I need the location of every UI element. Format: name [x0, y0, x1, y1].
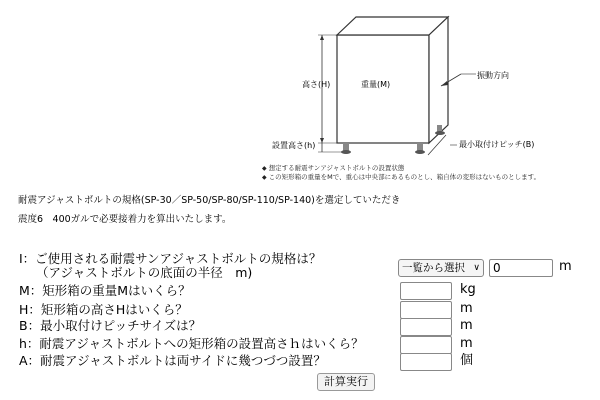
diagram-note: ◆ 想定する耐震サンアジャストボルトの設置状態 — [262, 164, 405, 172]
diamond-bullet-icon: ◆ — [262, 174, 267, 181]
height-field[interactable] — [400, 301, 452, 319]
min-pitch-field[interactable] — [400, 318, 452, 336]
min-pitch-unit: m — [460, 318, 473, 333]
question-m-label: M：矩形箱の重量Mはいくら？ — [19, 283, 191, 298]
vibration-direction-label: 振動方向 — [477, 71, 509, 80]
bolt-radius-unit: m — [559, 259, 572, 274]
question-a-label: A：耐震アジャストボルトは両サイドに幾つづつ設置？ — [19, 353, 326, 368]
diagram-note: ◆ この矩形箱の重量をMで、重心は中央部にあるものとし、箱自体の変形はないものとします。 — [262, 173, 541, 181]
cabinet-diagram — [0, 0, 600, 195]
bolt-radius-field[interactable] — [489, 259, 553, 277]
weight-label: 重量(M) — [361, 80, 391, 89]
weight-field[interactable] — [400, 282, 452, 300]
question-i-subtext: （アジャストボルトの底面の半径 m) — [36, 265, 253, 280]
chevron-down-icon: ∨ — [473, 263, 480, 273]
intro-line-2: 震度6 400ガルで必要接着力を算出いたします。 — [18, 214, 232, 225]
min-pitch-label: 最小取付けピッチ(B) — [459, 140, 535, 149]
bolt-spec-select-label: 一覧から選択 — [402, 262, 465, 274]
calculate-button[interactable]: 計算実行 — [317, 373, 375, 391]
install-height-label: 設置高さ(h) — [272, 141, 316, 150]
height-label: 高さ(H) — [302, 80, 331, 89]
bolt-count-field[interactable] — [400, 353, 452, 371]
bolt-spec-select[interactable] — [398, 259, 484, 277]
bolt-count-unit: 個 — [460, 353, 474, 368]
weight-unit: kg — [460, 282, 476, 297]
install-height-unit: m — [460, 336, 473, 351]
diamond-bullet-icon: ◆ — [262, 165, 267, 172]
question-h-label: H：矩形箱の高さHはいくら？ — [19, 302, 188, 317]
intro-line-1: 耐震アジャストボルトの規格(SP-30／SP-50/SP-80/SP-110/SP-140)を選定していただき — [18, 195, 401, 206]
height-unit: m — [460, 301, 473, 316]
install-height-field[interactable] — [400, 336, 452, 354]
question-b-label: B：最小取付けピッチサイズは？ — [19, 318, 202, 333]
question-install-height-label: h：耐震アジャストボルトへの矩形箱の設置高さｈはいくら？ — [19, 336, 364, 351]
question-i-label: I：ご使用される耐震サンアジャストボルトの規格は？ — [19, 251, 322, 266]
